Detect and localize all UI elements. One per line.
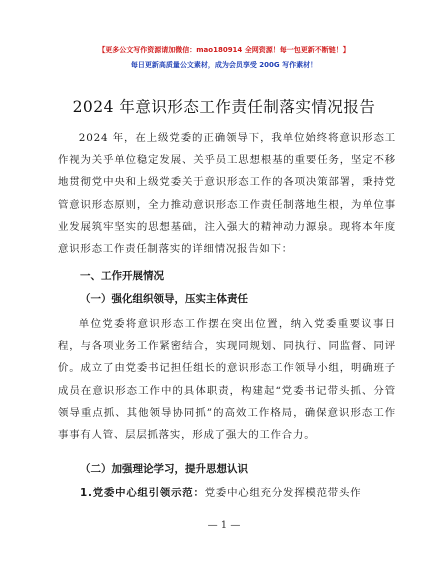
subsection-1-paragraph bbox=[58, 313, 396, 446]
intro-text: 2024 年，在上级党委的正确领导下，我单位始终将意识形态工作视为关乎单位稳定发展、关乎员工思想根基的重要任务，坚定不移地贯彻党中央和上级党委关于意识形态工作的各项决策部署，秉持党管意识形态原则，全力推动意识形态工作责任制落地生根，为单位事业发展筑牢坚实的思想基础，注入强大的精神动力源泉。现将本年度意识形态工作责任制落实的详细情况报告如下： bbox=[58, 132, 396, 256]
item-1-text: 党委中心组充分发挥模范带头作 bbox=[204, 487, 362, 499]
subsection-heading-2: （二）加强理论学习，提升思想认识 bbox=[80, 463, 248, 475]
item-1-lead: 1.党委中心组引领示范： bbox=[80, 487, 205, 499]
item-1-paragraph bbox=[80, 484, 396, 499]
document-title: 2024 年意识形态工作责任制落实情况报告 bbox=[72, 98, 376, 116]
subsection-1-text: 单位党委将意识形态工作摆在突出位置，纳入党委重要议事日程，与各项业务工作紧密结合，实现同规划、同执行、同监督、同评价。成立了由党委书记担任组长的意识形态工作领导小组，明确班子成员在意识形态工作中的具体职责，构建起“党委书记带头抓、分管领导重点抓、其他领导协同抓”的高效工作格局，确保意识形态工作事事有人管、层层抓落实，形成了强大的工作合力。 bbox=[58, 318, 396, 442]
promo-banner-line-2: 每日更新高质量公文素材，成为会员享受 200G 写作素材！ bbox=[130, 61, 318, 69]
intro-paragraph bbox=[58, 127, 396, 260]
page-number: — 1 — bbox=[207, 520, 241, 531]
subsection-heading-1: （一）强化组织领导，压实主体责任 bbox=[80, 293, 248, 305]
promo-banner-line-1: 【更多公文写作资源请加微信：mao180914 全网资源！每一包更新不断链！】 bbox=[98, 46, 350, 54]
section-heading-1: 一、工作开展情况 bbox=[80, 270, 164, 282]
